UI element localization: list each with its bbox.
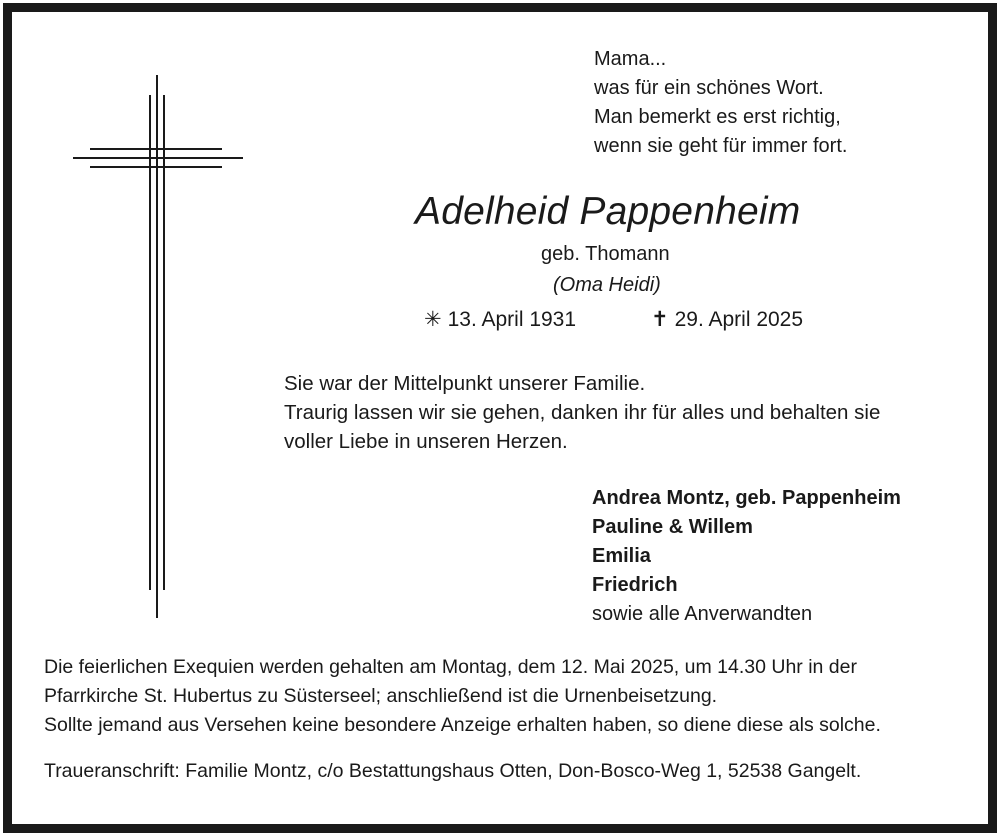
birth-name: geb. Thomann — [541, 243, 670, 265]
cross-line — [163, 168, 165, 590]
poem-line: was für ein schönes Wort. — [594, 77, 824, 99]
deceased-name: Adelheid Pappenheim — [415, 190, 801, 233]
message-line: Sie war der Mittelpunkt unserer Familie. — [284, 372, 646, 395]
mourners — [592, 484, 901, 629]
poem-line: Mama... — [594, 48, 667, 70]
message — [284, 369, 880, 456]
mourning-address: Traueranschrift: Familie Montz, c/o Bestattungshaus Otten, Don-Bosco-Weg 1, 52538 Gangelt. — [44, 760, 862, 782]
poem-line: wenn sie geht für immer fort. — [594, 135, 848, 157]
message-line: Traurig lassen wir sie gehen, danken ihr für alles und behalten sie — [284, 401, 881, 424]
birth-star-icon: ✳ — [424, 308, 442, 331]
death-date — [651, 307, 803, 332]
mourner-name: Pauline & Willem — [592, 516, 753, 538]
death-cross-icon: ✝ — [651, 308, 669, 331]
mourners-others: sowie alle Anverwandten — [592, 603, 813, 625]
mourner-name: Emilia — [592, 545, 651, 567]
poem — [594, 45, 847, 161]
poem-line: Man bemerkt es erst richtig, — [594, 106, 841, 128]
cross-line — [90, 148, 222, 150]
cross-line — [149, 168, 151, 590]
service-line: Die feierlichen Exequien werden gehalten am Montag, dem 12. Mai 2025, um 14.30 Uhr in der — [44, 656, 857, 678]
cross-line — [90, 166, 222, 168]
service-info — [44, 653, 881, 740]
mourner-name: Andrea Montz, geb. Pappenheim — [592, 487, 901, 509]
death-date-text: 29. April 2025 — [674, 308, 804, 331]
service-line: Pfarrkirche St. Hubertus zu Süsterseel; anschließend ist die Urnenbeisetzung. — [44, 685, 718, 707]
birth-date-text: 13. April 1931 — [447, 308, 577, 331]
message-line: voller Liebe in unseren Herzen. — [284, 430, 568, 453]
service-line: Sollte jemand aus Versehen keine besondere Anzeige erhalten haben, so diene diese als solche. — [44, 714, 881, 736]
nickname: (Oma Heidi) — [553, 274, 661, 296]
cross-line — [73, 157, 243, 159]
mourner-name: Friedrich — [592, 574, 678, 596]
birth-date — [424, 307, 576, 332]
